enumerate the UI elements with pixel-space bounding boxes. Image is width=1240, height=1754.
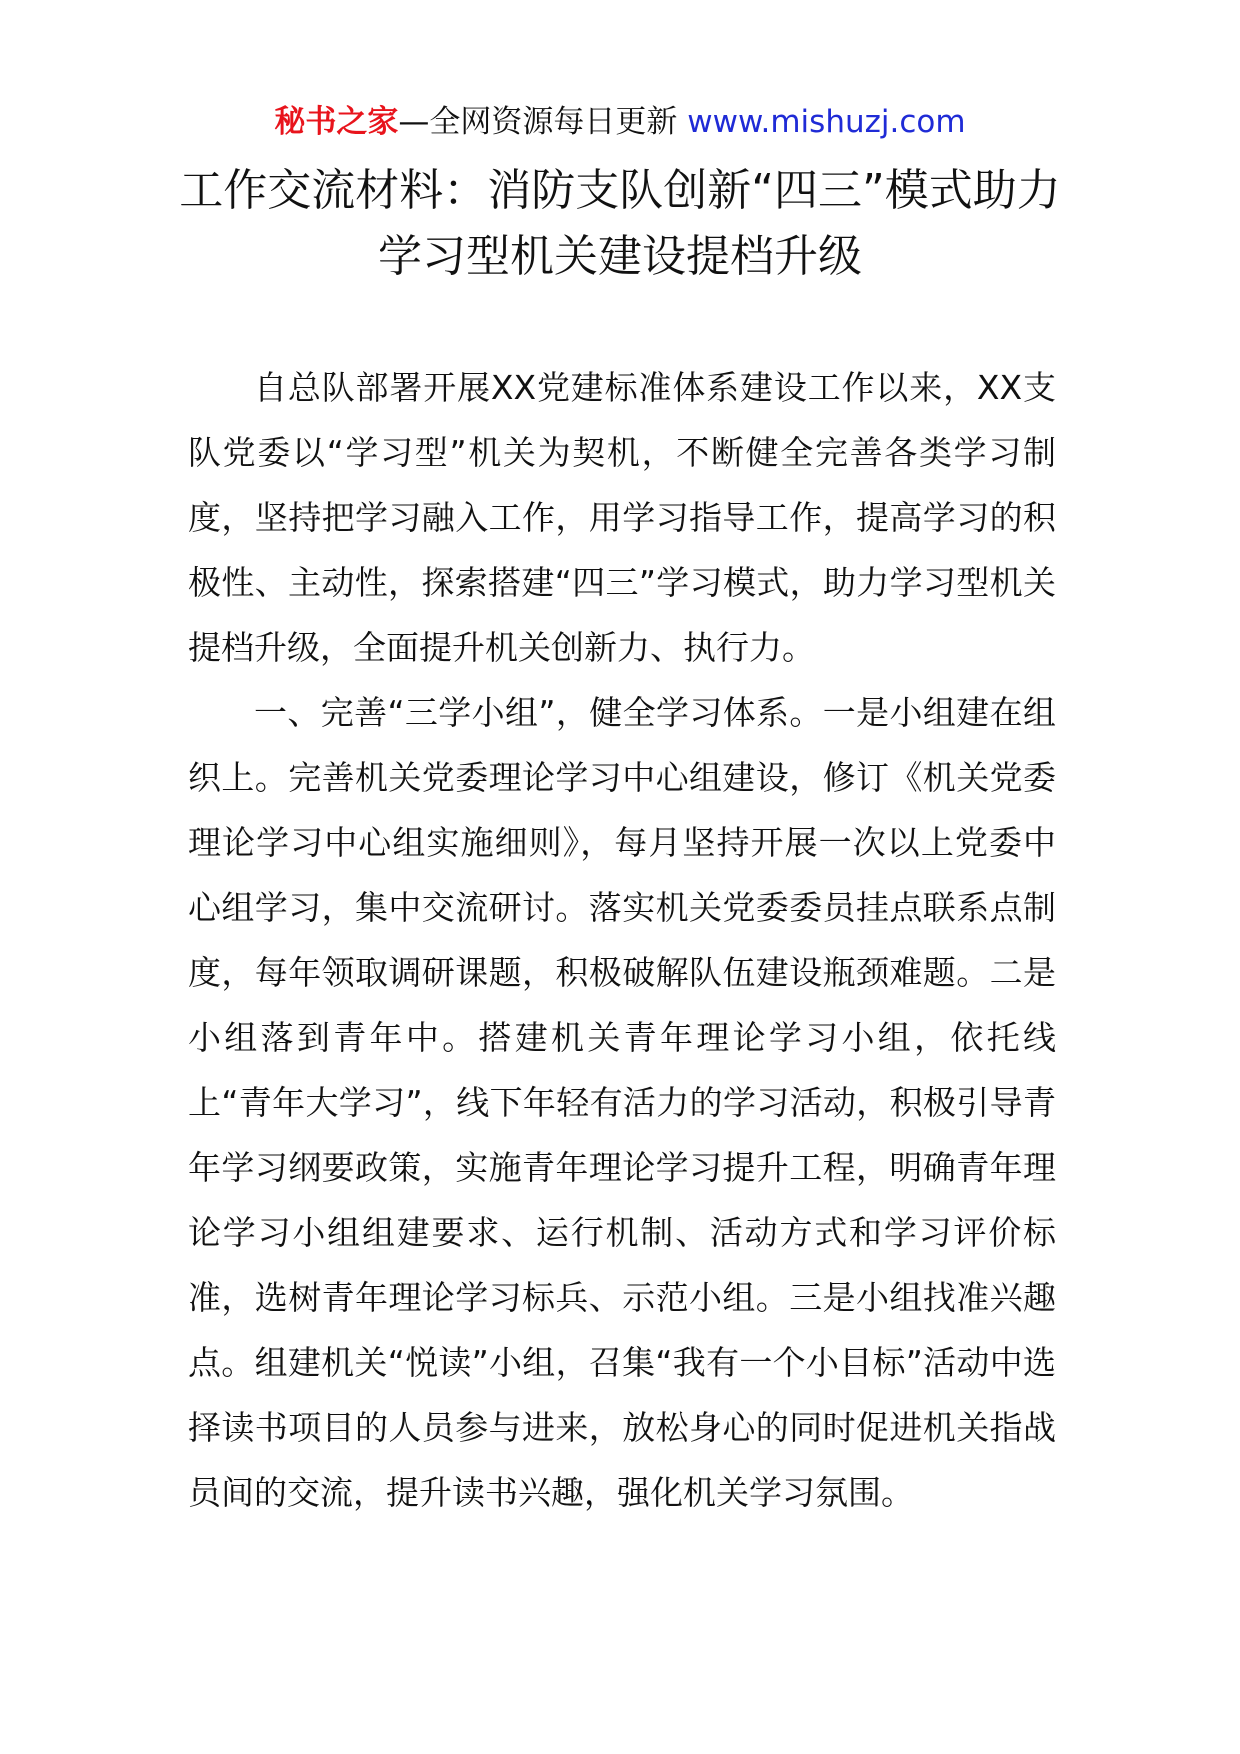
document-body xyxy=(188,355,1056,1525)
header-tagline: —全网资源每日更新 xyxy=(398,104,678,140)
document-title: 工作交流材料：消防支队创新“四三”模式助力学习型机关建设提档升级 xyxy=(179,165,1061,282)
brand-name: 秘书之家 xyxy=(274,104,399,140)
paragraph-intro: 自总队部署开展XX党建标准体系建设工作以来，XX支队党委以“学习型”机关为契机，不断健全完善各类学习制度，坚持把学习融入工作，用学习指导工作，提高学习的积极性、主动性，探索搭建“四三”学习模式，助力学习型机关提档升级，全面提升机关创新力、执行力。 xyxy=(188,368,1056,667)
site-header xyxy=(0,100,1240,144)
site-url-link[interactable]: www.mishuzj.com xyxy=(687,104,966,140)
paragraph-section-one: 一、完善“三学小组”，健全学习体系。一是小组建在组织上。完善机关党委理论学习中心组建设，修订《机关党委理论学习中心组实施细则》，每月坚持开展一次以上党委中心组学习，集中交流研讨。落实机关党委委员挂点联系点制度，每年领取调研课题，积极破解队伍建设瓶颈难题。二是小组落到青年中。搭建机关青年理论学习小组，依托线上“青年大学习”，线下年轻有活力的学习活动，积极引导青年学习纲要政策，实施青年理论学习提升工程，明确青年理论学习小组组建要求、运行机制、活动方式和学习评价标准，选树青年理论学习标兵、示范小组。三是小组找准兴趣点。组建机关“悦读”小组，召集“我有一个小目标”活动中选择读书项目的人员参与进来，放松身心的同时促进机关指战员间的交流，提升读书兴趣，强化机关学习氛围。 xyxy=(188,693,1056,1512)
